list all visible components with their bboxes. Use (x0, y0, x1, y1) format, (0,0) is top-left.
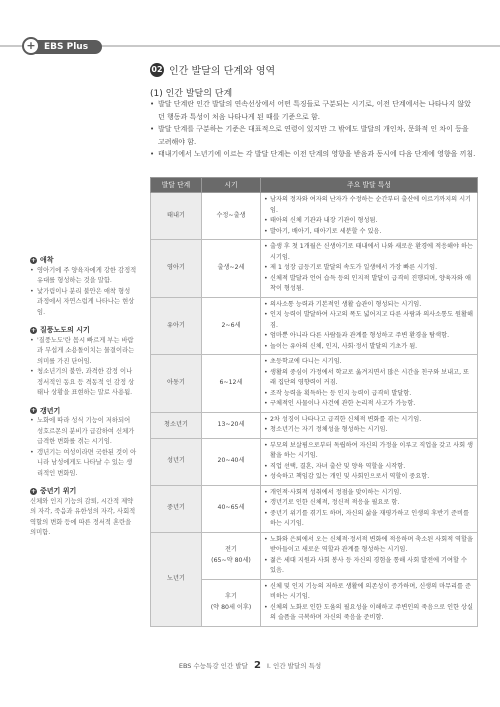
table-row (151, 297, 478, 355)
note-icon: + (30, 407, 37, 415)
chars-cell: • 노화와 은퇴에서 오는 신체적·정서적 변화에 적응하며 축소된 사회적 역할을 받아들이고 새로운 역할과 관계를 형성하는 시기임. • 젊은 세대 지원과 사회 봉사 등 자신의 경험을 통해 사회 발전에 기여할 수 있음. (261, 532, 478, 579)
ebs-plus-badge (28, 40, 102, 54)
chars-cell: • 남자의 정자와 여자의 난자가 수정하는 순간부터 출산에 이르기까지의 시기임. • 태아의 신체 기관과 내장 기관이 형성됨. • 발아기, 배아기, 태아기로 세분할 수 있음. (261, 193, 478, 240)
intro-bullet: • 태내기에서 노년기에 이르는 각 발달 단계는 이전 단계의 영향을 받음과 동시에 다음 단계에 영향을 끼침. (150, 148, 476, 161)
table-row (151, 412, 478, 438)
table-row (151, 485, 478, 532)
intro-bullets (150, 98, 476, 161)
sidebar-item: • 노화에 따라 성식 기능이 저하되어 성호르몬의 분비가 급감하여 신체가 급격한 변화를 겪는 시기임. (30, 416, 138, 448)
stage-cell: 중년기 (151, 485, 202, 532)
chars-cell: • 신체 및 인지 기능의 저하로 생활에 의존성이 증가하며, 신생의 마무리를 준비하는 시기임. • 신체의 노화로 인한 도움의 필요성을 이해하고 주변인의 죽음으로 인한 상실의 슬픔을 극복하며 자신의 죽음을 준비함. (261, 579, 478, 626)
page-number: 2 (253, 660, 261, 671)
note-icon: + (30, 256, 37, 264)
sidebar-item: • '질풍노도'란 몹시 빠르게 부는 바람과 무섭게 소용돌이치는 물결이라는 의미를 가진 단어임. (30, 336, 138, 368)
sidebar-item: • 갱년기는 여성이라면 국한된 것이 아니라 남성에게도 나타날 수 있는 생리적인 변화임. (30, 448, 138, 480)
age-cell: 전기 (65~약 80세) (202, 532, 261, 579)
table-row (151, 438, 478, 485)
table-row (151, 240, 478, 298)
age-cell: 20~40세 (202, 438, 261, 485)
table-row (151, 193, 478, 240)
chars-cell: • 의사소통 능력과 기본적인 생활 습관이 형성되는 시기임. • 인지 능력이 발달하여 사고의 폭도 넓어지고 다른 사람과 의사소통도 원활해짐. • 엄마뿐 아니라 다른 사람들과 관계를 형성하고 주변 환경을 탐색함. • 놀이는 유아의 신체, 인지, 사회·정서 발달의 기초가 됨. (261, 297, 478, 355)
intro-bullet: • 발달 단계를 구분하는 기준은 대표적으로 연령이 있지만 그 밖에도 발달의 개인차, 문화적 인 차이 등을 고려해야 함. (150, 123, 476, 148)
sidebar-heading: + 질풍노도의 시기 (30, 326, 90, 334)
section-title-text: 인간 발달의 단계와 영역 (169, 66, 276, 77)
table-row (151, 532, 478, 579)
subsection-heading: (1) 인간 발달의 단계 (150, 89, 233, 99)
development-stage-table (150, 177, 478, 627)
age-cell: 2~6세 (202, 297, 261, 355)
chars-cell: • 초등학교에 다니는 시기임. • 생활의 중심이 가정에서 학교로 옮겨지면서 많은 시간을 친구와 보내고, 또래 집단의 영향력이 커짐. • 조작 능력을 획득하는 등 인지 능력이 급격히 발달함. • 구체적인 사물이나 사건에 관한 논리적 사고가 가능함. (261, 355, 478, 413)
sidebar-paragraph: 신체와 인지 기능의 감퇴, 시간적 제약의 자각, 죽음과 유한성의 자각, 사회적 역할의 변화 등에 따른 정서적 혼란을 의미함. (30, 497, 136, 536)
stage-cell: 아동기 (151, 355, 202, 413)
plus-icon: + (22, 37, 40, 55)
stage-cell: 노년기 (151, 532, 202, 626)
table-row (151, 355, 478, 413)
sidebar-item: • 청소년기의 불안, 과격한 감정 이나 정서적인 동요 등 격동적 인 감정 상태나 상황을 표현하는 말로 사용됨. (30, 367, 138, 399)
age-cell: 6~12세 (202, 355, 261, 413)
sidebar-item: • 영아기에 주 양육자에게 강한 감정적 유대를 형성하는 것을 말함. (30, 266, 138, 287)
chars-cell: • 개인적·사회적 성취에서 정점을 맞이하는 시기임. • 갱년기로 인한 신체적, 정신적 적응을 필요로 함. • 중년기 위기를 겪기도 하며, 자신의 삶을 재평가하고 인생의 후반기 준비를 하는 시기임. (261, 485, 478, 532)
stage-cell: 영아기 (151, 240, 202, 298)
page-footer (0, 660, 500, 671)
table-header: 주요 발달 특성 (261, 178, 478, 193)
sidebar-item: • 낯가림이나 분리 불안은 애착 형성 과정에서 자연스럽게 나타나는 현상임. (30, 287, 138, 319)
section-title (150, 62, 275, 77)
sidebar-heading: + 애착 (30, 256, 54, 264)
stage-cell: 성년기 (151, 438, 202, 485)
age-cell: 40~65세 (202, 485, 261, 532)
stage-cell: 청소년기 (151, 412, 202, 438)
chars-cell: • 2차 성징이 나타나고 급격한 신체적 변화를 겪는 시기임. • 청소년기는 자기 정체성을 형성하는 시기임. (261, 412, 478, 438)
chars-cell: • 출생 후 첫 1개월은 신생아기로 태내에서 나와 새로운 환경에 적응해야 하는 시기임. • 제 1 성장 급등기로 발달의 속도가 일생에서 가장 빠른 시기임. • 신체적 발달과 언어 습득 등의 인지적 발달이 급격히 진행되며, 양육자와 애착이 형성됨. (261, 240, 478, 298)
note-icon: + (30, 487, 37, 495)
chars-cell: • 부모의 보살핌으로부터 독립하여 자신의 가정을 이루고 직업을 갖고 사회 생활을 하는 시기임. • 직업 선택, 결혼, 자녀 출산 및 양육 역할을 시작함. • 성숙하고 책임감 있는 개인 및 사회인으로서 역할이 중요함. (261, 438, 478, 485)
stage-cell: 유아기 (151, 297, 202, 355)
intro-bullet: • 발달 단계란 인간 발달의 연속선상에서 어떤 특징들로 구분되는 시기로, 이전 단계에서는 나타나지 않았던 행동과 특성이 처음 나타나게 된 때를 기준으로 함. (150, 98, 476, 123)
footer-chapter: I. 인간 발달의 특성 (267, 662, 322, 670)
badge-label: EBS Plus (44, 42, 89, 52)
footer-book-title: EBS 수능특강 인간 발달 (178, 662, 248, 670)
section-number: 02 (150, 63, 164, 77)
table-header: 시기 (202, 178, 261, 193)
sidebar-heading: + 갱년기 (30, 406, 61, 415)
age-cell: 수정~출생 (202, 193, 261, 240)
age-cell: 후기 (약 80세 이후) (202, 579, 261, 626)
age-cell: 13~20세 (202, 412, 261, 438)
table-header: 발달 단계 (151, 178, 202, 193)
age-cell: 출생~2세 (202, 240, 261, 298)
sidebar-notes (30, 248, 138, 539)
top-banner (0, 40, 500, 54)
stage-cell: 태내기 (151, 193, 202, 240)
note-icon: + (30, 326, 37, 334)
sidebar-heading: + 중년기 위기 (30, 487, 77, 495)
